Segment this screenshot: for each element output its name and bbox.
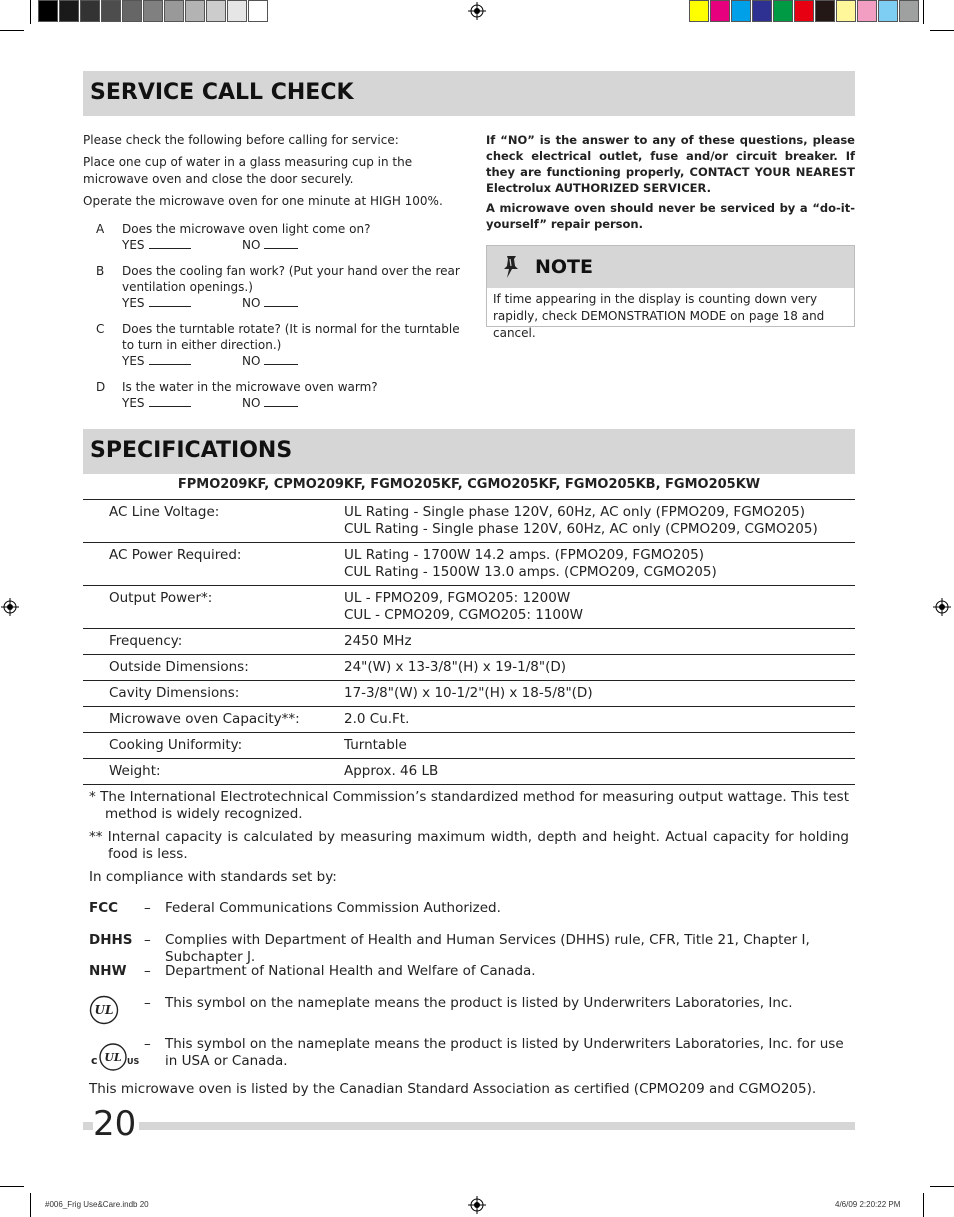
checklist-item: [96, 321, 466, 369]
crop-mark: [930, 30, 954, 31]
table-row: [83, 707, 855, 733]
cul-us-logo: [89, 1040, 139, 1072]
color-swatch: [101, 0, 121, 22]
note-text: If time appearing in the display is counting down very rapidly, check DEMONSTRATION MODE on page 18 and cancel.: [493, 292, 825, 340]
item-letter: B: [96, 264, 105, 278]
grayscale-color-bar: [38, 0, 269, 22]
standard-description: This symbol on the nameplate means the product is listed by Underwriters Laboratories, Inc.: [165, 995, 793, 1011]
footnote-output-power: * The International Electrotechnical Commission’s standardized method for measuring output wattage. This test method is widely recognized.: [89, 789, 849, 822]
color-swatch: [752, 0, 772, 22]
table-row: [83, 681, 855, 707]
svg-text:UL: UL: [94, 1003, 114, 1017]
standard-description: Federal Communications Commission Authorized.: [165, 900, 501, 916]
spec-value: 2450 MHz: [344, 629, 855, 655]
specifications-table: [83, 499, 855, 785]
checklist-item: [96, 221, 466, 253]
page-number: 20: [93, 1104, 139, 1144]
crop-mark: [0, 30, 24, 31]
if-no-instructions: If “NO” is the answer to any of these questions, please check electrical outlet, fuse and/or circuit breaker. If they are functioning properly, CONTACT YOUR NEAREST Electrolux AUTHORIZED SERVICER.: [486, 133, 855, 195]
spec-value: UL Rating - Single phase 120V, 60Hz, AC only (FPMO209, FGMO205) CUL Rating - Single phase 120V, 60Hz, AC only (CPMO209, CGMO205): [344, 500, 855, 543]
color-swatch: [794, 0, 814, 22]
standard-description: Complies with Department of Health and Human Services (DHHS) rule, CFR, Title 21, Chapter I, Subchapter J.: [165, 932, 810, 965]
standard-abbreviation: DHHS: [89, 932, 133, 948]
spec-label: AC Line Voltage:: [83, 500, 344, 543]
color-swatch: [185, 0, 205, 22]
yes-blank: YES: [122, 295, 191, 311]
item-question: Does the microwave oven light come on?: [122, 222, 371, 236]
spec-label: Cooking Uniformity:: [83, 733, 344, 759]
color-swatch: [248, 0, 268, 22]
spec-value: Turntable: [344, 733, 855, 759]
standard-description: This symbol on the nameplate means the product is listed by Underwriters Laboratories, Inc. for use in USA or Canada.: [165, 1036, 844, 1069]
item-question: Is the water in the microwave oven warm?: [122, 380, 378, 394]
note-header: [487, 246, 854, 288]
spec-label: Cavity Dimensions:: [83, 681, 344, 707]
print-timestamp: 4/6/09 2:20:22 PM: [835, 1200, 901, 1209]
spec-label: AC Power Required:: [83, 543, 344, 586]
spec-value: UL Rating - 1700W 14.2 amps. (FPMO209, FGMO205) CUL Rating - 1500W 13.0 amps. (CPMO209, CGMO205): [344, 543, 855, 586]
crop-mark: [0, 1186, 24, 1187]
crop-mark: [923, 1193, 924, 1217]
csa-certification-text: This microwave oven is listed by the Canadian Standard Association as certified (CPMO209 and CGMO205).: [89, 1081, 817, 1097]
file-slug: #006_Frig Use&Care.indb 20: [45, 1200, 149, 1209]
crop-mark: [923, 0, 924, 24]
footnote-capacity: ** Internal capacity is calculated by measuring maximum width, depth and height. Actual capacity for holding food is less.: [89, 829, 849, 862]
do-it-yourself-warning: A microwave oven should never be serviced by a “do-it-yourself” repair person.: [486, 201, 855, 231]
spec-value: 17-3/8"(W) x 10-1/2"(H) x 18-5/8"(D): [344, 681, 855, 707]
crop-mark: [30, 0, 31, 24]
no-blank: NO: [242, 237, 298, 253]
item-letter: A: [96, 222, 105, 236]
no-blank: NO: [242, 295, 298, 311]
table-row: [83, 586, 855, 629]
color-swatch: [227, 0, 247, 22]
color-swatch: [122, 0, 142, 22]
service-call-check-header: [83, 71, 855, 116]
registration-mark-icon: [933, 598, 951, 616]
color-swatch: [857, 0, 877, 22]
color-swatch: [80, 0, 100, 22]
svg-text:UL: UL: [104, 1051, 122, 1064]
checklist-item: [96, 379, 466, 411]
intro-text: Operate the microwave oven for one minute at HIGH 100%.: [83, 194, 443, 208]
color-swatch: [815, 0, 835, 22]
compliance-intro: In compliance with standards set by:: [89, 869, 337, 885]
color-swatch: [164, 0, 184, 22]
spec-label: Outside Dimensions:: [83, 655, 344, 681]
no-blank: NO: [242, 353, 298, 369]
color-swatch: [878, 0, 898, 22]
checklist-item: [96, 263, 466, 311]
section-title: SERVICE CALL CHECK: [90, 80, 354, 105]
yes-blank: YES: [122, 395, 191, 411]
specifications-header: [83, 429, 855, 474]
item-letter: C: [96, 322, 105, 336]
crop-mark: [930, 1186, 954, 1187]
item-question: Does the turntable rotate? (It is normal for the turntable to turn in either direction.): [122, 322, 460, 352]
process-color-bar: [689, 0, 920, 22]
spec-label: Microwave oven Capacity**:: [83, 707, 344, 733]
color-swatch: [773, 0, 793, 22]
registration-mark-icon: [1, 598, 19, 616]
table-row: [83, 655, 855, 681]
ul-logo: [89, 995, 119, 1025]
spec-label: Weight:: [83, 759, 344, 785]
registration-mark-icon: [468, 2, 486, 20]
table-row: [83, 629, 855, 655]
item-letter: D: [96, 380, 106, 394]
standard-description: Department of National Health and Welfare of Canada.: [165, 963, 536, 979]
intro-text: Place one cup of water in a glass measuring cup in the microwave oven and close the door securely.: [83, 155, 413, 186]
color-swatch: [710, 0, 730, 22]
spec-value: 2.0 Cu.Ft.: [344, 707, 855, 733]
registration-mark-icon: [468, 1196, 486, 1214]
color-swatch: [38, 0, 58, 22]
footer-rule: [83, 1122, 855, 1130]
spec-value: Approx. 46 LB: [344, 759, 855, 785]
note-box: [486, 245, 855, 340]
color-swatch: [899, 0, 919, 22]
color-swatch: [59, 0, 79, 22]
svg-text:US: US: [127, 1057, 139, 1066]
color-swatch: [689, 0, 709, 22]
no-blank: NO: [242, 395, 298, 411]
standard-abbreviation: NHW: [89, 963, 127, 979]
color-swatch: [206, 0, 226, 22]
table-row: [83, 500, 855, 543]
svg-text:c: c: [91, 1054, 98, 1067]
intro-text: Please check the following before calling for service:: [83, 133, 399, 147]
color-swatch: [731, 0, 751, 22]
note-title: NOTE: [535, 256, 593, 278]
spec-label: Frequency:: [83, 629, 344, 655]
spec-label: Output Power*:: [83, 586, 344, 629]
color-swatch: [143, 0, 163, 22]
model-numbers: FPMO209KF, CPMO209KF, FGMO205KF, CGMO205KF, FGMO205KB, FGMO205KW: [177, 477, 761, 492]
item-question: Does the cooling fan work? (Put your hand over the rear ventilation openings.): [122, 264, 460, 294]
yes-blank: YES: [122, 353, 191, 369]
table-row: [83, 543, 855, 586]
crop-mark: [30, 1193, 31, 1217]
table-row: [83, 759, 855, 785]
standard-abbreviation: FCC: [89, 900, 119, 916]
yes-blank: YES: [122, 237, 191, 253]
table-row: [83, 733, 855, 759]
color-swatch: [836, 0, 856, 22]
pushpin-icon: [501, 254, 523, 280]
section-title: SPECIFICATIONS: [90, 438, 293, 463]
spec-value: UL - FPMO209, FGMO205: 1200W CUL - CPMO209, CGMO205: 1100W: [344, 586, 855, 629]
spec-value: 24"(W) x 13-3/8"(H) x 19-1/8"(D): [344, 655, 855, 681]
